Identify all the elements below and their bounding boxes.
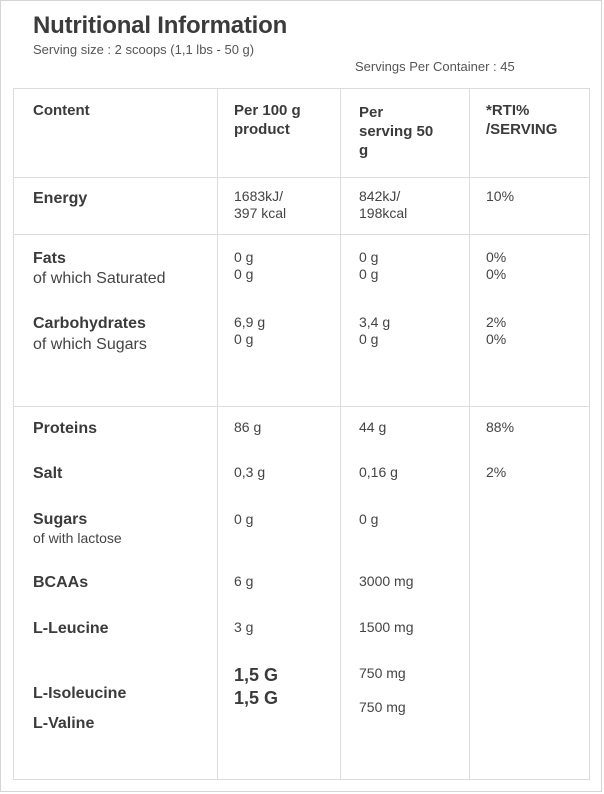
column-divider (340, 88, 341, 780)
proteins-serving: 44 g (359, 419, 387, 435)
row-divider (13, 177, 590, 178)
energy-serving-kcal: 198kcal (359, 205, 408, 221)
header-per-100g: Per 100 g product (234, 102, 301, 138)
sugars-of-which-label: of which Sugars (33, 336, 147, 353)
row-divider (13, 406, 590, 407)
servings-per-container: Servings Per Container : 45 (355, 59, 515, 74)
sugars-label: Sugars (33, 511, 88, 528)
sugars-of-which-per100: 0 g (234, 331, 254, 347)
row-divider (13, 234, 590, 235)
proteins-per100: 86 g (234, 419, 262, 435)
bcaas-per100: 6 g (234, 573, 254, 589)
bcaas-label: BCAAs (33, 574, 89, 591)
fats-serving: 0 g (359, 249, 379, 265)
valine-label: L-Valine (33, 715, 95, 732)
energy-serving-kj: 842kJ/ (359, 188, 401, 204)
saturated-label: of which Saturated (33, 270, 166, 287)
energy-rti: 10% (486, 188, 515, 204)
serving-size: Serving size : 2 scoops (1,1 lbs - 50 g) (33, 42, 255, 57)
proteins-rti: 88% (486, 419, 515, 435)
valine-per100: 1,5 G (234, 688, 279, 708)
carbohydrates-label: Carbohydrates (33, 315, 146, 332)
sugars-of-which-serving: 0 g (359, 331, 379, 347)
carbohydrates-serving: 3,4 g (359, 314, 391, 330)
salt-label: Salt (33, 465, 63, 482)
leucine-label: L-Leucine (33, 620, 109, 637)
proteins-label: Proteins (33, 420, 98, 437)
sugars-serving: 0 g (359, 511, 379, 527)
bcaas-serving: 3000 mg (359, 573, 414, 589)
header-rti: *RTI% /SERVING (486, 102, 558, 138)
sugars-per100: 0 g (234, 511, 254, 527)
page-title: Nutritional Information (33, 12, 288, 39)
header-content: Content (33, 102, 90, 119)
salt-per100: 0,3 g (234, 464, 266, 480)
valine-serving: 750 mg (359, 699, 406, 715)
column-divider (469, 88, 470, 780)
fats-rti: 0% (486, 249, 507, 265)
leucine-per100: 3 g (234, 619, 254, 635)
salt-serving: 0,16 g (359, 464, 398, 480)
saturated-serving: 0 g (359, 266, 379, 282)
energy-label: Energy (33, 190, 88, 207)
energy-per100-kj: 1683kJ/ (234, 188, 284, 204)
isoleucine-per100: 1,5 G (234, 665, 279, 685)
carbohydrates-per100: 6,9 g (234, 314, 266, 330)
header-per-serving: Per serving 50 g (359, 104, 434, 159)
sugars-lactose-label: of with lactose (33, 530, 122, 546)
isoleucine-serving: 750 mg (359, 665, 406, 681)
leucine-serving: 1500 mg (359, 619, 414, 635)
energy-per100-kcal: 397 kcal (234, 205, 287, 221)
saturated-per100: 0 g (234, 266, 254, 282)
saturated-rti: 0% (486, 266, 507, 282)
salt-rti: 2% (486, 464, 507, 480)
fats-label: Fats (33, 250, 66, 267)
sugars-of-which-rti: 0% (486, 331, 507, 347)
isoleucine-label: L-Isoleucine (33, 685, 127, 702)
column-divider (217, 88, 218, 780)
fats-per100: 0 g (234, 249, 254, 265)
carbohydrates-rti: 2% (486, 314, 507, 330)
